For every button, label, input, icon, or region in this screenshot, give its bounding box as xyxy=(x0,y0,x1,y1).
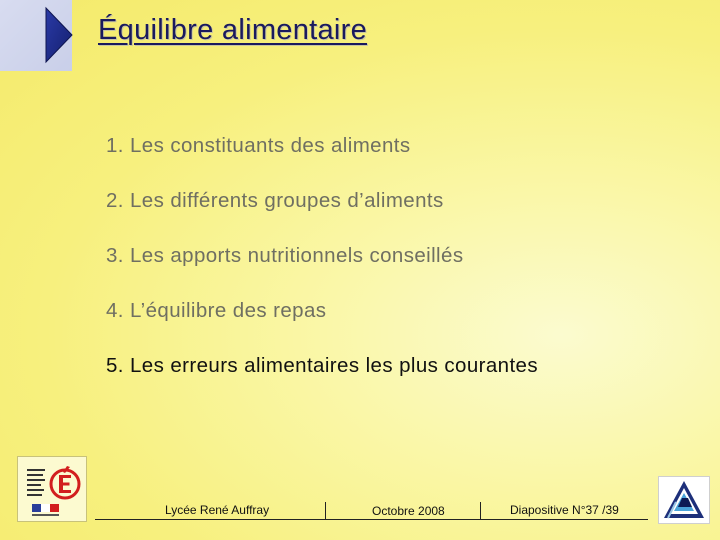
footer-date: Octobre 2008 xyxy=(372,504,445,518)
agenda-item-4[interactable]: 4. L’équilibre des repas xyxy=(106,299,327,322)
footer-separator xyxy=(480,502,481,519)
footer-school: Lycée René Auffray xyxy=(165,503,270,517)
agenda-item-3[interactable]: 3. Les apports nutritionnels conseillés xyxy=(106,244,464,267)
footer-slide-number: Diapositive N°37 /39 xyxy=(510,503,619,517)
agenda-item-1[interactable]: 1. Les constituants des aliments xyxy=(106,134,411,157)
corner-decoration xyxy=(0,0,72,71)
education-nationale-logo xyxy=(17,456,87,522)
agenda-item-5[interactable]: 5. Les erreurs alimentaires les plus courantes xyxy=(106,354,539,377)
agenda-list xyxy=(106,131,538,406)
triangle-mountain-logo xyxy=(658,476,710,524)
agenda-item-2[interactable]: 2. Les différents groupes d’aliments xyxy=(106,189,444,212)
play-arrow-icon xyxy=(44,6,74,64)
footer-separator xyxy=(325,502,326,519)
slide-title: Équilibre alimentaire xyxy=(98,14,368,46)
footer-divider xyxy=(95,519,648,520)
